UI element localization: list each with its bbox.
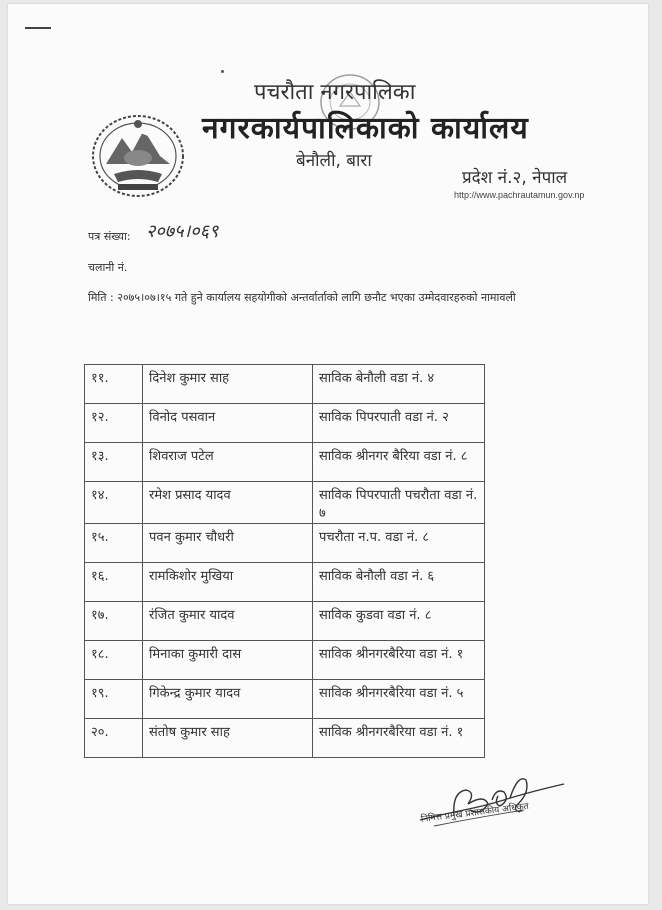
office-address: बेनौली, बारा (296, 151, 372, 171)
candidate-address-cell: साविक श्रीनगर बैरिया वडा नं. ८ (313, 443, 485, 482)
signatory-title: निमित्त प्रमुख प्रशासकीय अधिकृत (420, 801, 530, 825)
candidate-address-cell: साविक श्रीनगरबैरिया वडा नं. ५ (313, 680, 485, 719)
table-row (85, 404, 485, 443)
table-row (85, 563, 485, 602)
serial-number-cell: १३. (85, 443, 143, 482)
table-row (85, 602, 485, 641)
candidate-name-cell: गिकेन्द्र कुमार यादव (143, 680, 313, 719)
candidate-address-cell: साविक श्रीनगरबैरिया वडा नं. १ (313, 641, 485, 680)
candidate-name-cell: रामकिशोर मुखिया (143, 563, 313, 602)
nepal-emblem-icon (88, 112, 188, 198)
serial-number-cell: २०. (85, 719, 143, 758)
candidate-address-cell: साविक बेनौली वडा नं. ६ (313, 563, 485, 602)
candidate-name-cell: मिनाका कुमारी दास (143, 641, 313, 680)
province-label: प्रदेश नं.२, नेपाल (462, 168, 568, 188)
serial-number-cell: १२. (85, 404, 143, 443)
office-title: नगरकार्यपालिकाको कार्यालय (202, 111, 529, 146)
scan-mark (25, 27, 51, 29)
serial-number-cell: १७. (85, 602, 143, 641)
candidate-name-cell: दिनेश कुमार साह (143, 365, 313, 404)
table-row (85, 443, 485, 482)
candidate-name-cell: रंजित कुमार यादव (143, 602, 313, 641)
candidate-address-cell: पचरौता न.प. वडा नं. ८ (313, 524, 485, 563)
scan-dot (221, 70, 224, 73)
candidate-name-cell: शिवराज पटेल (143, 443, 313, 482)
candidate-address-cell: साविक पिपरपाती पचरौता वडा नं. ७ (313, 482, 485, 524)
table-row (85, 680, 485, 719)
serial-number-cell: १४. (85, 482, 143, 524)
candidate-address-cell: साविक कुडवा वडा नं. ८ (313, 602, 485, 641)
letter-number-value: २०७५।०६९ (146, 221, 219, 242)
municipality-name: पचरौता नगरपालिका (254, 80, 416, 105)
table-row (85, 641, 485, 680)
website-link[interactable]: http://www.pachrautamun.gov.np (454, 190, 585, 200)
table-row (85, 524, 485, 563)
dispatch-number-label: चलानी नं. (88, 261, 128, 274)
table-row (85, 719, 485, 758)
candidate-address-cell: साविक श्रीनगरबैरिया वडा नं. १ (313, 719, 485, 758)
letter-subject: मिति : २०७५।०७।१५ गते हुने कार्यालय सहयोगीको अन्तर्वार्ताको लागि छनौट भएका उम्मेदवारहरुको नामावली (88, 291, 516, 304)
serial-number-cell: १९. (85, 680, 143, 719)
candidate-table (84, 364, 485, 758)
table-row (85, 365, 485, 404)
table-row (85, 482, 485, 524)
serial-number-cell: १८. (85, 641, 143, 680)
candidate-name-cell: विनोद पसवान (143, 404, 313, 443)
serial-number-cell: ११. (85, 365, 143, 404)
candidate-name-cell: पवन कुमार चौधरी (143, 524, 313, 563)
candidate-address-cell: साविक बेनौली वडा नं. ४ (313, 365, 485, 404)
candidate-name-cell: रमेश प्रसाद यादव (143, 482, 313, 524)
letter-number-label: पत्र संख्या: (88, 230, 131, 243)
serial-number-cell: १६. (85, 563, 143, 602)
candidate-name-cell: संतोष कुमार साह (143, 719, 313, 758)
serial-number-cell: १५. (85, 524, 143, 563)
candidate-address-cell: साविक पिपरपाती वडा नं. २ (313, 404, 485, 443)
